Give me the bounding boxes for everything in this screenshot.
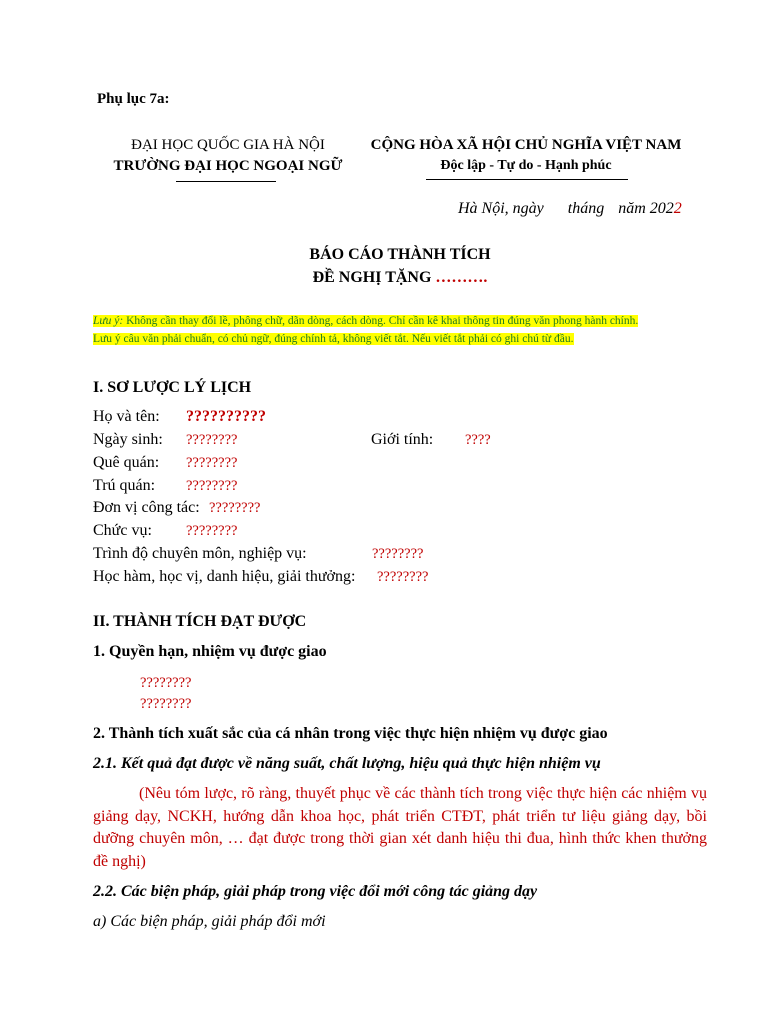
achievements-heading: 2. Thành tích xuất sắc của cá nhân trong việc thực hiện nhiệm vụ được giao — [93, 725, 608, 742]
motto: Độc lập - Tự do - Hạnh phúc — [440, 158, 612, 173]
gender-value: ???? — [465, 432, 491, 448]
duty-item-1: ???????? — [140, 675, 192, 691]
hometown-value: ???????? — [186, 455, 238, 471]
org-underline — [176, 181, 276, 182]
date-year: năm 202 — [618, 200, 674, 217]
motto-underline — [426, 179, 628, 180]
note-line-1 — [93, 312, 713, 330]
date-line — [458, 200, 682, 218]
appendix-label: Phụ lục 7a: — [97, 91, 170, 107]
residence-value: ???????? — [186, 478, 238, 494]
duty-item-2: ???????? — [140, 696, 192, 712]
unit-value: ???????? — [209, 500, 261, 516]
name-label: Họ và tên: — [93, 408, 160, 425]
duties-heading: 1. Quyền hạn, nhiệm vụ được giao — [93, 643, 327, 660]
qualification-label: Trình độ chuyên môn, nghiệp vụ: — [93, 545, 307, 562]
honors-label: Học hàm, học vị, danh hiệu, giải thưởng: — [93, 568, 356, 585]
position-label: Chức vụ: — [93, 522, 152, 539]
report-title: BÁO CÁO THÀNH TÍCH — [309, 246, 491, 263]
residence-label: Trú quán: — [93, 477, 156, 494]
qualification-value: ???????? — [372, 546, 424, 562]
results-heading: 2.1. Kết quả đạt được về năng suất, chất lượng, hiệu quả thực hiện nhiệm vụ — [93, 755, 601, 772]
date-place: Hà Nội, ngày — [458, 200, 544, 217]
subtitle-dots: ………. — [435, 269, 488, 286]
results-paragraph: (Nêu tóm lược, rõ ràng, thuyết phục về các thành tích trong việc thực hiện các nhiệm vụ giảng dạy, NCKH, hướng dẫn khoa học, phát triển CTĐT, phát triển tư liệu giảng dạy, bồi dưỡng chuyên môn, … đạt được trong thời gian xét danh hiệu thi đua, hình thức khen thưởng đề nghị) — [93, 785, 707, 870]
note-text-1: Không cần thay đổi lề, phông chữ, dãn dòng, cách dòng. Chỉ cần kê khai thông tin đúng văn phong hành chính. — [123, 315, 639, 327]
school-name: TRƯỜNG ĐẠI HỌC NGOẠI NGỮ — [113, 158, 343, 174]
dob-value: ???????? — [186, 432, 238, 448]
gender-label: Giới tính: — [371, 431, 434, 448]
subtitle-text: ĐỀ NGHỊ TẶNG — [312, 269, 436, 286]
dob-label: Ngày sinh: — [93, 431, 163, 448]
nation-name: CỘNG HÒA XÃ HỘI CHỦ NGHĨA VIỆT NAM — [370, 137, 682, 153]
report-subtitle — [0, 269, 768, 287]
measures-item-a: a) Các biện pháp, giải pháp đổi mới — [93, 913, 326, 930]
measures-heading: 2.2. Các biện pháp, giải pháp trong việc đổi mới công tác giảng dạy — [93, 883, 538, 900]
unit-label: Đơn vị công tác: — [93, 499, 200, 516]
date-year-last-digit: 2 — [673, 200, 682, 217]
name-value: ?????????? — [186, 408, 266, 425]
note-label: Lưu ý: — [93, 315, 124, 327]
note-line-2 — [93, 330, 713, 348]
date-month: tháng — [567, 200, 605, 217]
hometown-label: Quê quán: — [93, 454, 160, 471]
org-name: ĐẠI HỌC QUỐC GIA HÀ NỘI — [131, 137, 325, 153]
position-value: ???????? — [186, 523, 238, 539]
section1-heading: I. SƠ LƯỢC LÝ LỊCH — [93, 379, 252, 396]
section2-heading: II. THÀNH TÍCH ĐẠT ĐƯỢC — [93, 613, 307, 630]
honors-value: ???????? — [377, 569, 429, 585]
note-text-2: Lưu ý câu văn phải chuẩn, có chủ ngữ, đúng chính tả, không viết tắt. Nếu viết tắt phải có ghi chú từ đầu. — [93, 333, 574, 345]
